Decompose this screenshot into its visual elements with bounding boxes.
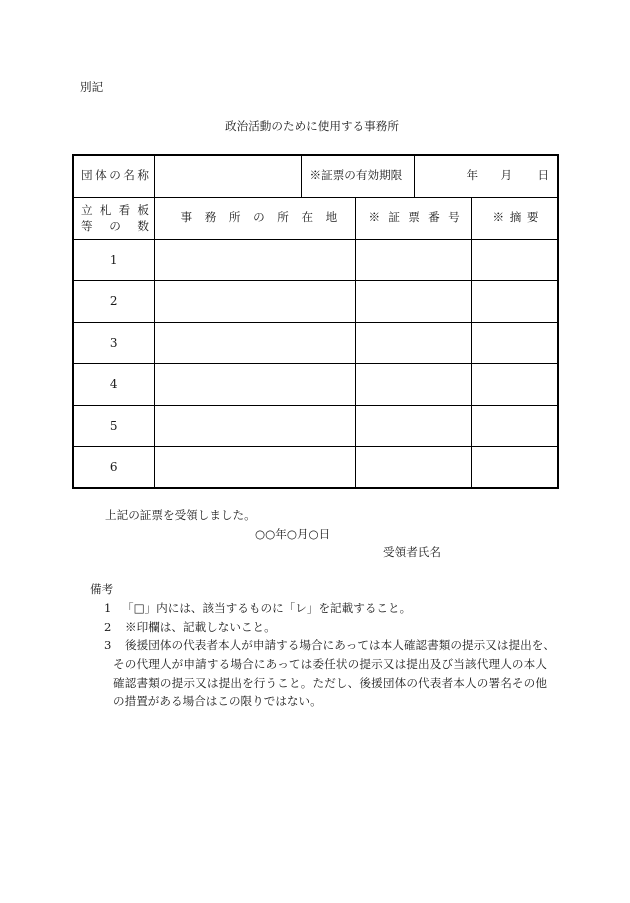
sign-count-header-line2: 等の数 bbox=[81, 219, 166, 233]
table-row bbox=[73, 364, 558, 406]
note-text: 「□」内には、該当するものに「レ」を記載すること。 bbox=[122, 601, 412, 615]
row-number: 2 bbox=[73, 281, 154, 323]
notes-heading: 備考 bbox=[90, 582, 114, 596]
office-address-cell bbox=[154, 281, 355, 323]
office-address-cell bbox=[154, 322, 355, 364]
certificate-number-cell bbox=[355, 281, 471, 323]
remarks-cell bbox=[471, 405, 558, 447]
table-row bbox=[73, 281, 558, 323]
note-text: 後援団体の代表者本人が申請する場合にあっては本人確認書類の提示又は提出を、 bbox=[125, 638, 555, 652]
office-form-table bbox=[72, 154, 559, 489]
note-number: 1 bbox=[104, 601, 112, 615]
table-row bbox=[73, 239, 558, 281]
certificate-number-cell bbox=[355, 447, 471, 489]
validity-label: ※証票の有効期限 bbox=[309, 168, 403, 183]
receipt-statement: 上記の証票を受領しました。 bbox=[105, 508, 256, 522]
note-number: 3 bbox=[104, 638, 112, 652]
table-header-row bbox=[73, 197, 558, 239]
remarks-cell bbox=[471, 322, 558, 364]
validity-date-cell bbox=[414, 155, 558, 197]
group-name-label: 団体の名称 bbox=[81, 168, 152, 183]
sign-count-header bbox=[73, 197, 166, 239]
sign-count-header-line1: 立札看板 bbox=[81, 203, 157, 217]
group-name-value-cell bbox=[154, 155, 301, 197]
certificate-number-cell bbox=[355, 239, 471, 281]
note-text: ※印欄は、記載しないこと。 bbox=[125, 620, 276, 634]
certificate-number-cell bbox=[355, 405, 471, 447]
office-address-cell bbox=[154, 364, 355, 406]
office-address-cell bbox=[154, 239, 355, 281]
year-unit: 年 bbox=[466, 168, 479, 183]
remarks-cell bbox=[471, 239, 558, 281]
row-number: 4 bbox=[73, 364, 154, 406]
month-unit: 月 bbox=[500, 168, 513, 183]
row-number: 3 bbox=[73, 322, 154, 364]
table-row bbox=[73, 322, 558, 364]
validity-label-cell bbox=[301, 155, 414, 197]
office-address-header-label: 事務所の所在地 bbox=[180, 210, 350, 225]
certificate-number-header-label: ※証票番号 bbox=[368, 210, 468, 225]
row-number: 5 bbox=[73, 405, 154, 447]
day-unit: 日 bbox=[537, 168, 550, 183]
row-number: 1 bbox=[73, 239, 154, 281]
remarks-cell bbox=[471, 364, 558, 406]
certificate-number-header bbox=[355, 197, 471, 239]
table-row bbox=[73, 447, 558, 489]
table-row-group-info bbox=[73, 155, 558, 197]
certificate-number-cell bbox=[355, 322, 471, 364]
remarks-cell bbox=[471, 281, 558, 323]
office-address-header bbox=[154, 197, 355, 239]
remarks-cell bbox=[471, 447, 558, 489]
remarks-header-label: ※摘要 bbox=[492, 210, 545, 225]
note-text-continued: 確認書類の提示又は提出を行うこと。ただし、後援団体の代表者本人の署名その他 bbox=[113, 676, 547, 690]
office-address-cell bbox=[154, 447, 355, 489]
remarks-header bbox=[471, 197, 558, 239]
office-address-cell bbox=[154, 405, 355, 447]
annex-label: 別記 bbox=[80, 80, 104, 94]
table-row bbox=[73, 405, 558, 447]
row-number: 6 bbox=[73, 447, 154, 489]
note-text-continued: その代理人が申請する場合にあっては委任状の提示又は提出及び当該代理人の本人 bbox=[113, 657, 547, 671]
recipient-name-label: 受領者氏名 bbox=[383, 545, 441, 559]
document-title: 政治活動のために使用する事務所 bbox=[225, 119, 399, 133]
certificate-number-cell bbox=[355, 364, 471, 406]
group-name-label-cell bbox=[73, 155, 154, 197]
note-text-continued: の措置がある場合はこの限りではない。 bbox=[113, 694, 322, 708]
note-number: 2 bbox=[104, 620, 112, 634]
receipt-date: ○○年○月○日 bbox=[255, 527, 331, 541]
